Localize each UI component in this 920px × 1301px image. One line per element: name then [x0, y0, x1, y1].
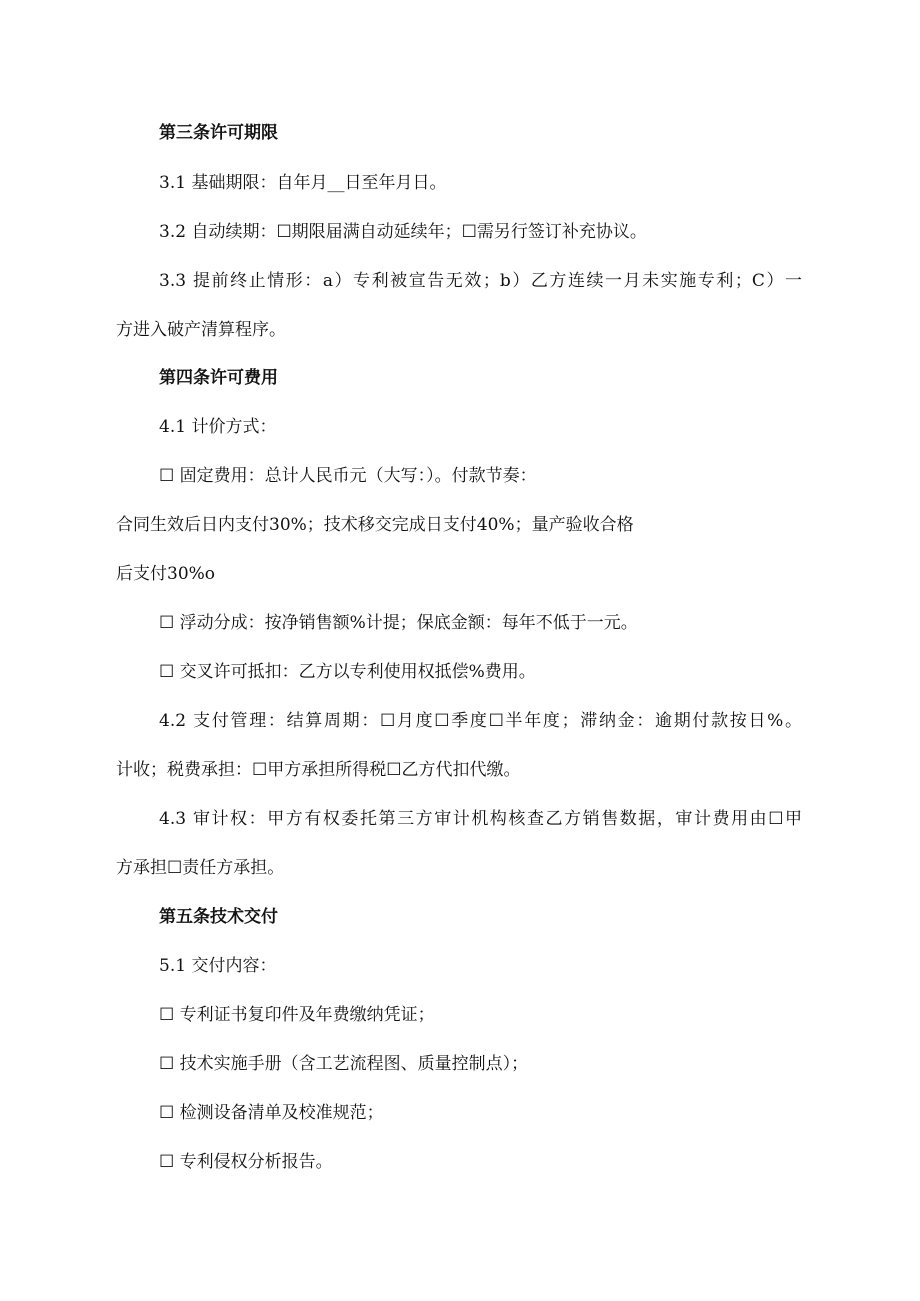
option-floating-share: ☐ 浮动分成：按净销售额%计提；保底金额：每年不低于一元。 [159, 613, 638, 633]
clause-4-2-line-1: 4.2 支付管理：结算周期：☐月度☐季度☐半年度；滞纳金：逾期付款按日%。 [159, 711, 802, 731]
deliverable-item: ☐ 技术实施手册（含工艺流程图、质量控制点）； [159, 1054, 529, 1074]
clause-5-1: 5.1 交付内容： [159, 956, 277, 976]
fixed-fee-schedule-line-2: 后支付30%o [116, 564, 216, 584]
clause-3-2: 3.2 自动续期：☐期限届满自动延续年；☐需另行签订补充协议。 [159, 222, 647, 242]
deliverable-item: ☐ 专利证书复印件及年费缴纳凭证； [159, 1005, 435, 1025]
option-fixed-fee: ☐ 固定费用：总计人民币元（大写：）。付款节奏： [159, 466, 537, 486]
clause-4-3-line-1: 4.3 审计权：甲方有权委托第三方审计机构核查乙方销售数据，审计费用由☐甲 [159, 809, 802, 829]
option-cross-license: ☐ 交叉许可抵扣：乙方以专利使用权抵偿%费用。 [159, 662, 536, 682]
article-5-heading: 第五条技术交付 [159, 907, 278, 927]
clause-4-1: 4.1 计价方式： [159, 417, 277, 437]
clause-3-1: 3.1 基础期限：自年月__日至年月日。 [159, 173, 447, 193]
article-4-heading: 第四条许可费用 [159, 368, 278, 388]
fixed-fee-schedule-line-1: 合同生效后日内支付30%；技术移交完成日支付40%；量产验收合格 [116, 515, 634, 535]
clause-4-3-line-2: 方承担☐责任方承担。 [116, 858, 285, 878]
deliverable-item: ☐ 检测设备清单及校准规范； [159, 1103, 384, 1123]
article-3-heading: 第三条许可期限 [159, 123, 278, 143]
clause-4-2-line-2: 计收；税费承担：☐甲方承担所得税☐乙方代扣代缴。 [116, 760, 521, 780]
deliverable-item: ☐ 专利侵权分析报告。 [159, 1152, 333, 1172]
clause-3-3-line-2: 方进入破产清算程序。 [116, 320, 286, 340]
clause-3-3-line-1: 3.3 提前终止情形：a）专利被宣告无效；b）乙方连续一月未实施专利；C）一 [159, 271, 802, 291]
